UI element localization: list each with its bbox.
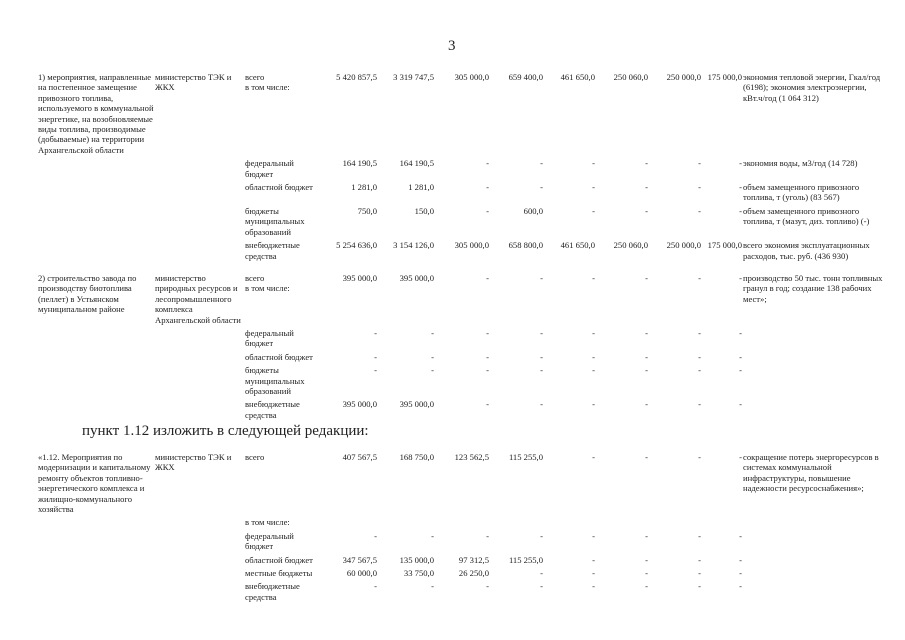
event-cell bbox=[38, 555, 155, 568]
executor-cell: министерство природных ресурсов и лесопромышленного комплекса Архангельской области bbox=[155, 273, 241, 325]
source-cell bbox=[245, 273, 323, 328]
value-cell: - bbox=[592, 182, 595, 193]
source-cell bbox=[245, 206, 323, 240]
value-cell: - bbox=[592, 568, 595, 579]
value-cell: - bbox=[698, 158, 701, 169]
table-row bbox=[38, 273, 888, 328]
executor-cell bbox=[155, 531, 245, 555]
executor-cell bbox=[155, 568, 245, 581]
executor-cell bbox=[155, 399, 245, 423]
source-cell bbox=[245, 581, 323, 605]
value-cell: - bbox=[486, 399, 489, 410]
source-cell bbox=[245, 452, 323, 517]
value-cell: - bbox=[739, 328, 742, 339]
value-cell: 97 312,5 bbox=[458, 554, 489, 565]
value-cell: - bbox=[486, 365, 489, 376]
source-cell bbox=[245, 568, 323, 581]
value-cell: 60 000,0 bbox=[346, 568, 377, 579]
value-cell: - bbox=[698, 568, 701, 579]
source-label: бюджеты муниципальных образований bbox=[245, 205, 305, 237]
value-cell: - bbox=[540, 182, 543, 193]
value-cell: - bbox=[592, 452, 595, 462]
source-label: внебюджетные средства bbox=[245, 240, 300, 261]
value-cell: - bbox=[486, 530, 489, 541]
value-cell: - bbox=[698, 452, 701, 462]
value-cell: - bbox=[486, 273, 489, 283]
value-cell: 5 254 636,0 bbox=[336, 240, 377, 251]
value-cell: - bbox=[698, 530, 701, 541]
table-row bbox=[38, 158, 888, 182]
value-cell: - bbox=[540, 365, 543, 376]
value-cell: - bbox=[645, 399, 648, 410]
executor-cell: министерство ТЭК и ЖКХ bbox=[155, 452, 232, 473]
value-cell: - bbox=[739, 205, 742, 216]
value-cell: - bbox=[431, 351, 434, 362]
value-cell: - bbox=[739, 399, 742, 410]
result-cell: экономия воды, м3/год (14 728) bbox=[743, 158, 858, 169]
result-cell bbox=[743, 328, 888, 352]
value-cell: - bbox=[739, 581, 742, 592]
table-row bbox=[38, 240, 888, 264]
value-cell: - bbox=[540, 399, 543, 410]
value-cell: 305 000,0 bbox=[454, 240, 489, 251]
value-cell: - bbox=[645, 554, 648, 565]
source-label: областной бюджет bbox=[245, 182, 313, 193]
source-label: внебюджетные средства bbox=[245, 399, 300, 420]
source-cell bbox=[245, 399, 323, 423]
value-cell: - bbox=[698, 205, 701, 216]
source-label: всего bbox=[245, 273, 265, 283]
event-cell bbox=[38, 365, 155, 399]
funding-table-3 bbox=[38, 452, 888, 605]
value-cell: - bbox=[431, 365, 434, 376]
value-cell: 250 000,0 bbox=[666, 72, 701, 82]
source-label: бюджеты муниципальных образований bbox=[245, 365, 305, 397]
value-cell bbox=[323, 517, 378, 530]
table-row bbox=[38, 452, 888, 517]
value-cell: 175 000,0 bbox=[707, 72, 742, 82]
source-cell bbox=[245, 72, 323, 158]
source-sublabel: в том числе: bbox=[245, 82, 290, 93]
value-cell: 33 750,0 bbox=[403, 568, 434, 579]
source-label: федеральный бюджет bbox=[245, 530, 294, 552]
event-cell: 2) строительство завода по производству биотоплива (пеллет) в Устьянском муниципальном районе bbox=[38, 273, 137, 315]
result-cell bbox=[743, 555, 888, 568]
result-cell bbox=[743, 399, 888, 423]
value-cell: - bbox=[540, 530, 543, 541]
table-row bbox=[38, 581, 888, 605]
value-cell: - bbox=[486, 581, 489, 592]
value-cell: - bbox=[540, 351, 543, 362]
value-cell: 3 154 126,0 bbox=[393, 240, 434, 251]
source-cell bbox=[245, 531, 323, 555]
value-cell: 3 319 747,5 bbox=[393, 72, 434, 82]
value-cell: 250 060,0 bbox=[613, 72, 648, 82]
value-cell: 26 250,0 bbox=[458, 568, 489, 579]
event-cell bbox=[38, 581, 155, 605]
executor-cell bbox=[155, 517, 245, 530]
value-cell: 461 650,0 bbox=[560, 72, 595, 82]
value-cell: - bbox=[739, 530, 742, 541]
value-cell bbox=[596, 517, 649, 530]
value-cell: - bbox=[739, 273, 742, 283]
value-cell: - bbox=[739, 158, 742, 169]
value-cell: 1 281,0 bbox=[351, 182, 377, 193]
source-label: всего bbox=[245, 452, 265, 462]
value-cell: - bbox=[431, 581, 434, 592]
value-cell: - bbox=[486, 351, 489, 362]
value-cell: - bbox=[592, 205, 595, 216]
value-cell: - bbox=[645, 158, 648, 169]
table-row bbox=[38, 182, 888, 206]
source-label: федеральный бюджет bbox=[245, 328, 294, 349]
value-cell: 115 255,0 bbox=[508, 554, 543, 565]
source-cell bbox=[245, 158, 323, 182]
table-row bbox=[38, 206, 888, 240]
source-label: всего bbox=[245, 72, 265, 82]
result-cell: объем замещенного привозного топлива, т (уголь) (83 567) bbox=[743, 182, 860, 203]
result-cell: производство 50 тыс. тонн топливных гранул в год; создание 138 рабочих мест»; bbox=[743, 273, 883, 304]
source-label: федеральный бюджет bbox=[245, 158, 294, 179]
source-cell bbox=[245, 517, 323, 530]
value-cell: 347 567,5 bbox=[342, 554, 377, 565]
result-cell bbox=[743, 365, 888, 399]
value-cell: - bbox=[486, 205, 489, 216]
value-cell: 395 000,0 bbox=[342, 273, 377, 283]
value-cell: 164 190,5 bbox=[342, 158, 377, 169]
result-cell bbox=[743, 568, 888, 581]
value-cell: 135 000,0 bbox=[399, 554, 434, 565]
value-cell: 750,0 bbox=[357, 205, 377, 216]
table-row bbox=[38, 352, 888, 365]
source-cell bbox=[245, 240, 323, 264]
value-cell: 5 420 857,5 bbox=[336, 72, 377, 82]
source-cell bbox=[245, 182, 323, 206]
value-cell: - bbox=[698, 182, 701, 193]
result-cell: сокращение потерь энергоресурсов в системах коммунальной инфраструктуры, повышение надежности ресурсоснабжения»; bbox=[743, 452, 879, 494]
value-cell: - bbox=[698, 581, 701, 592]
value-cell: - bbox=[698, 351, 701, 362]
result-cell bbox=[743, 517, 888, 530]
value-cell: - bbox=[698, 399, 701, 410]
value-cell: - bbox=[645, 452, 648, 462]
source-label: областной бюджет bbox=[245, 351, 313, 362]
event-cell bbox=[38, 206, 155, 240]
value-cell: - bbox=[739, 182, 742, 193]
value-cell: - bbox=[540, 328, 543, 339]
event-cell bbox=[38, 240, 155, 264]
source-sublabel: в том числе: bbox=[245, 283, 290, 294]
value-cell: 658 800,0 bbox=[508, 240, 543, 251]
value-cell: - bbox=[739, 365, 742, 376]
event-cell bbox=[38, 517, 155, 530]
value-cell: - bbox=[592, 365, 595, 376]
value-cell: 115 255,0 bbox=[508, 452, 543, 462]
value-cell: - bbox=[592, 273, 595, 283]
value-cell: - bbox=[645, 351, 648, 362]
source-label: областной бюджет bbox=[245, 554, 313, 565]
event-cell bbox=[38, 352, 155, 365]
result-cell bbox=[743, 352, 888, 365]
value-cell: - bbox=[374, 581, 377, 592]
value-cell: - bbox=[739, 452, 742, 462]
result-cell bbox=[743, 531, 888, 555]
page-number: 3 bbox=[448, 38, 456, 54]
value-cell: - bbox=[698, 328, 701, 339]
value-cell: 150,0 bbox=[414, 205, 434, 216]
result-cell bbox=[743, 581, 888, 605]
value-cell: 407 567,5 bbox=[342, 452, 377, 462]
event-cell bbox=[38, 158, 155, 182]
value-cell: - bbox=[645, 365, 648, 376]
executor-cell bbox=[155, 206, 245, 240]
value-cell: - bbox=[645, 205, 648, 216]
executor-cell bbox=[155, 182, 245, 206]
event-cell bbox=[38, 182, 155, 206]
value-cell: 1 281,0 bbox=[408, 182, 434, 193]
source-label: в том числе: bbox=[245, 517, 290, 528]
value-cell: - bbox=[739, 351, 742, 362]
value-cell: 305 000,0 bbox=[454, 72, 489, 82]
source-cell bbox=[245, 365, 323, 399]
table-row bbox=[38, 517, 888, 530]
event-cell: 1) мероприятия, направленные на постепенное замещение привозного топлива, используемого в коммунальной энергетике, на возобновляемые виды топлива, производимые (добываемые) на территории Архангельской области bbox=[38, 72, 154, 155]
value-cell: - bbox=[592, 581, 595, 592]
source-cell bbox=[245, 555, 323, 568]
value-cell: 168 750,0 bbox=[399, 452, 434, 462]
value-cell: - bbox=[698, 554, 701, 565]
value-cell: - bbox=[592, 351, 595, 362]
value-cell: - bbox=[540, 581, 543, 592]
value-cell: 164 190,5 bbox=[399, 158, 434, 169]
source-label: внебюджетные средства bbox=[245, 581, 300, 602]
value-cell: - bbox=[698, 273, 701, 283]
value-cell: - bbox=[374, 365, 377, 376]
table-row bbox=[38, 365, 888, 399]
executor-cell bbox=[155, 240, 245, 264]
value-cell bbox=[490, 517, 544, 530]
value-cell: - bbox=[374, 530, 377, 541]
result-cell: объем замещенного привозного топлива, т (мазут, диз. топливо) (-) bbox=[743, 205, 870, 227]
value-cell: 250 060,0 bbox=[613, 240, 648, 251]
value-cell bbox=[702, 517, 743, 530]
source-cell bbox=[245, 328, 323, 352]
table-row bbox=[38, 328, 888, 352]
value-cell: - bbox=[431, 328, 434, 339]
value-cell: - bbox=[592, 158, 595, 169]
value-cell: - bbox=[486, 182, 489, 193]
event-cell bbox=[38, 568, 155, 581]
table-row bbox=[38, 72, 888, 158]
value-cell bbox=[435, 517, 490, 530]
value-cell: - bbox=[645, 182, 648, 193]
value-cell: - bbox=[540, 273, 543, 283]
table-row bbox=[38, 531, 888, 555]
value-cell: 395 000,0 bbox=[399, 399, 434, 410]
executor-cell bbox=[155, 328, 245, 352]
table-row bbox=[38, 568, 888, 581]
event-cell bbox=[38, 328, 155, 352]
value-cell: - bbox=[645, 581, 648, 592]
value-cell: 600,0 bbox=[523, 205, 543, 216]
executor-cell bbox=[155, 555, 245, 568]
event-cell: «1.12. Мероприятия по модернизации и капитальному ремонту объектов топливно-энергетического комплекса и жилищно-коммунального хозяйства bbox=[38, 452, 151, 515]
event-cell bbox=[38, 399, 155, 423]
executor-cell bbox=[155, 365, 245, 399]
value-cell: - bbox=[645, 568, 648, 579]
value-cell: 395 000,0 bbox=[342, 399, 377, 410]
value-cell bbox=[378, 517, 435, 530]
funding-table-1 bbox=[38, 72, 888, 264]
value-cell: - bbox=[592, 530, 595, 541]
funding-table-2 bbox=[38, 273, 888, 423]
value-cell: - bbox=[540, 568, 543, 579]
source-label: местные бюджеты bbox=[245, 568, 313, 579]
value-cell: - bbox=[431, 530, 434, 541]
value-cell: 123 562,5 bbox=[454, 452, 489, 462]
result-cell: экономия тепловой энергии, Гкал/год (6198); экономия электроэнергии, кВт.ч/год (1 064 312) bbox=[743, 72, 881, 103]
value-cell: - bbox=[739, 554, 742, 565]
executor-cell bbox=[155, 352, 245, 365]
value-cell: - bbox=[592, 554, 595, 565]
table-row bbox=[38, 399, 888, 423]
value-cell: - bbox=[540, 158, 543, 169]
value-cell: - bbox=[645, 273, 648, 283]
value-cell: - bbox=[645, 328, 648, 339]
value-cell: - bbox=[592, 328, 595, 339]
value-cell: 395 000,0 bbox=[399, 273, 434, 283]
section-heading: пункт 1.12 изложить в следующей редакции: bbox=[82, 423, 369, 439]
value-cell: - bbox=[698, 365, 701, 376]
value-cell: - bbox=[374, 328, 377, 339]
value-cell: 250 000,0 bbox=[666, 240, 701, 251]
source-cell bbox=[245, 352, 323, 365]
value-cell: - bbox=[486, 158, 489, 169]
value-cell: - bbox=[645, 530, 648, 541]
value-cell: 659 400,0 bbox=[508, 72, 543, 82]
result-cell: всего экономия эксплуатационных расходов, тыс. руб. (436 930) bbox=[743, 240, 870, 261]
table-row bbox=[38, 555, 888, 568]
value-cell bbox=[649, 517, 702, 530]
value-cell: - bbox=[374, 351, 377, 362]
executor-cell bbox=[155, 581, 245, 605]
value-cell: - bbox=[486, 328, 489, 339]
event-cell bbox=[38, 531, 155, 555]
value-cell: 175 000,0 bbox=[707, 240, 742, 251]
value-cell: 461 650,0 bbox=[560, 240, 595, 251]
value-cell bbox=[544, 517, 596, 530]
value-cell: - bbox=[739, 568, 742, 579]
executor-cell bbox=[155, 158, 245, 182]
executor-cell: министерство ТЭК и ЖКХ bbox=[155, 72, 232, 93]
value-cell: - bbox=[592, 399, 595, 410]
